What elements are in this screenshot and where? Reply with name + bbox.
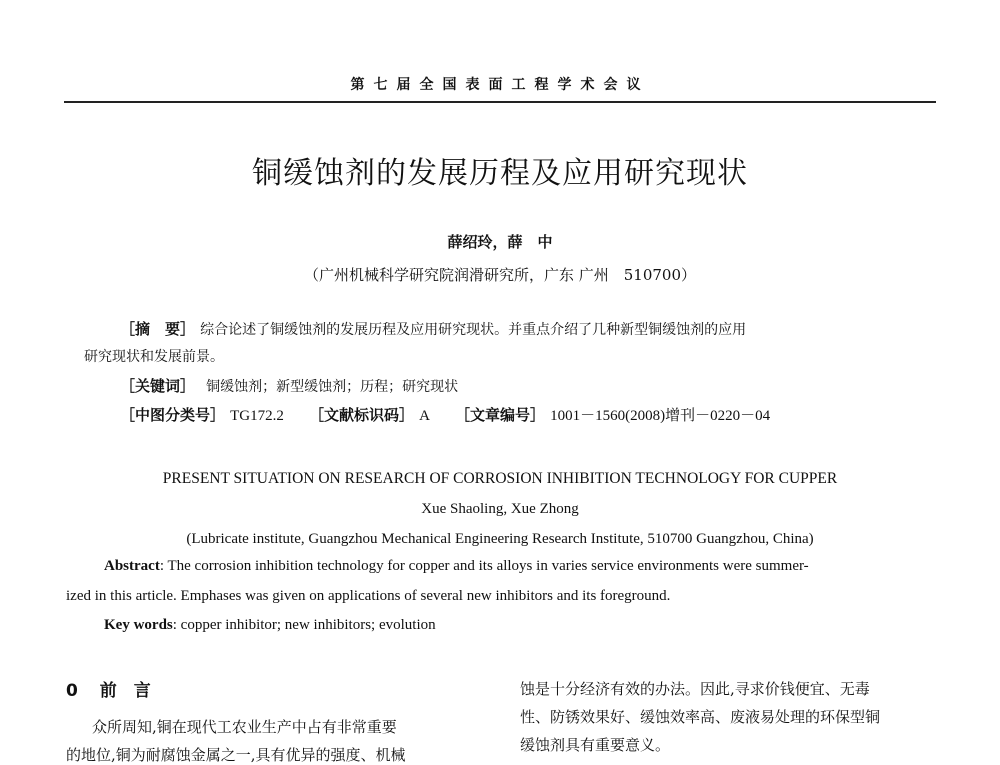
section-title: 前 言 [99,681,151,701]
english-abstract-line2: ized in this article. Emphases was given on applications of several new inhibitors and its foreground. [66,588,671,604]
keywords-zh-label: ［关键词］ [120,377,196,395]
right-column-line3: 缓蚀剂具有重要意义。 [520,736,671,754]
clc-label: ［中图分类号］ [120,406,226,424]
doc-code-value: A [419,408,430,424]
english-keywords-text: : copper inhibitor; new inhibitors; evolution [172,617,436,633]
clc-value: TG172.2 [230,408,284,424]
article-number-label: ［文章编号］ [455,406,546,424]
authors-zh: 薛绍玲，薛 中 [447,233,553,251]
right-column-line2: 性、防锈效果好、缓蚀效率高、废液易处理的环保型铜 [520,708,881,726]
keywords-zh-text: 铜缓蚀剂；新型缓蚀剂；历程；研究现状 [206,379,459,395]
english-title: PRESENT SITUATION ON RESEARCH OF CORROSION INHIBITION TECHNOLOGY FOR CUPPER [162,470,838,487]
affiliation-zh: （广州机械科学研究院润滑研究所，广东 广州 510700） [303,266,697,284]
conference-header: 第七届全国表面工程学术会议 [350,77,650,93]
section-number: 0 [66,681,78,701]
classification-line [120,404,770,425]
header-rule [64,101,936,103]
english-abstract-text1: : The corrosion inhibition technology for copper and its alloys in varies service environments were summer- [159,558,809,574]
english-abstract-label: Abstract [104,558,160,574]
left-column-line1: 众所周知,铜在现代工农业生产中占有非常重要 [92,718,397,736]
abstract-zh-line1 [120,318,746,339]
section-heading [66,676,151,701]
english-keywords-label: Key words [104,617,173,633]
left-column-line2: 的地位,铜为耐腐蚀金属之一,具有优异的强度、机械 [66,746,406,764]
keywords-zh [120,375,458,396]
abstract-zh-line2: 研究现状和发展前景。 [84,349,224,365]
doc-code-label: ［文献标识码］ [308,406,414,424]
article-number-value: 1001－1560(2008)增刊－0220－04 [550,408,771,424]
abstract-zh-label: ［摘 要］ [120,320,196,338]
paper-title: 铜缓蚀剂的发展历程及应用研究现状 [252,156,748,191]
english-abstract-line1 [104,558,809,575]
english-affiliation: (Lubricate institute, Guangzhou Mechanical Engineering Research Institute, 510700 Guangzhou, China) [186,531,814,547]
english-authors: Xue Shaoling, Xue Zhong [421,501,579,517]
english-keywords [104,617,436,634]
abstract-zh-text1: 综合论述了铜缓蚀剂的发展历程及应用研究现状。并重点介绍了几种新型铜缓蚀剂的应用 [200,322,747,338]
right-column-line1: 蚀是十分经济有效的办法。因此,寻求价钱便宜、无毒 [520,680,870,698]
